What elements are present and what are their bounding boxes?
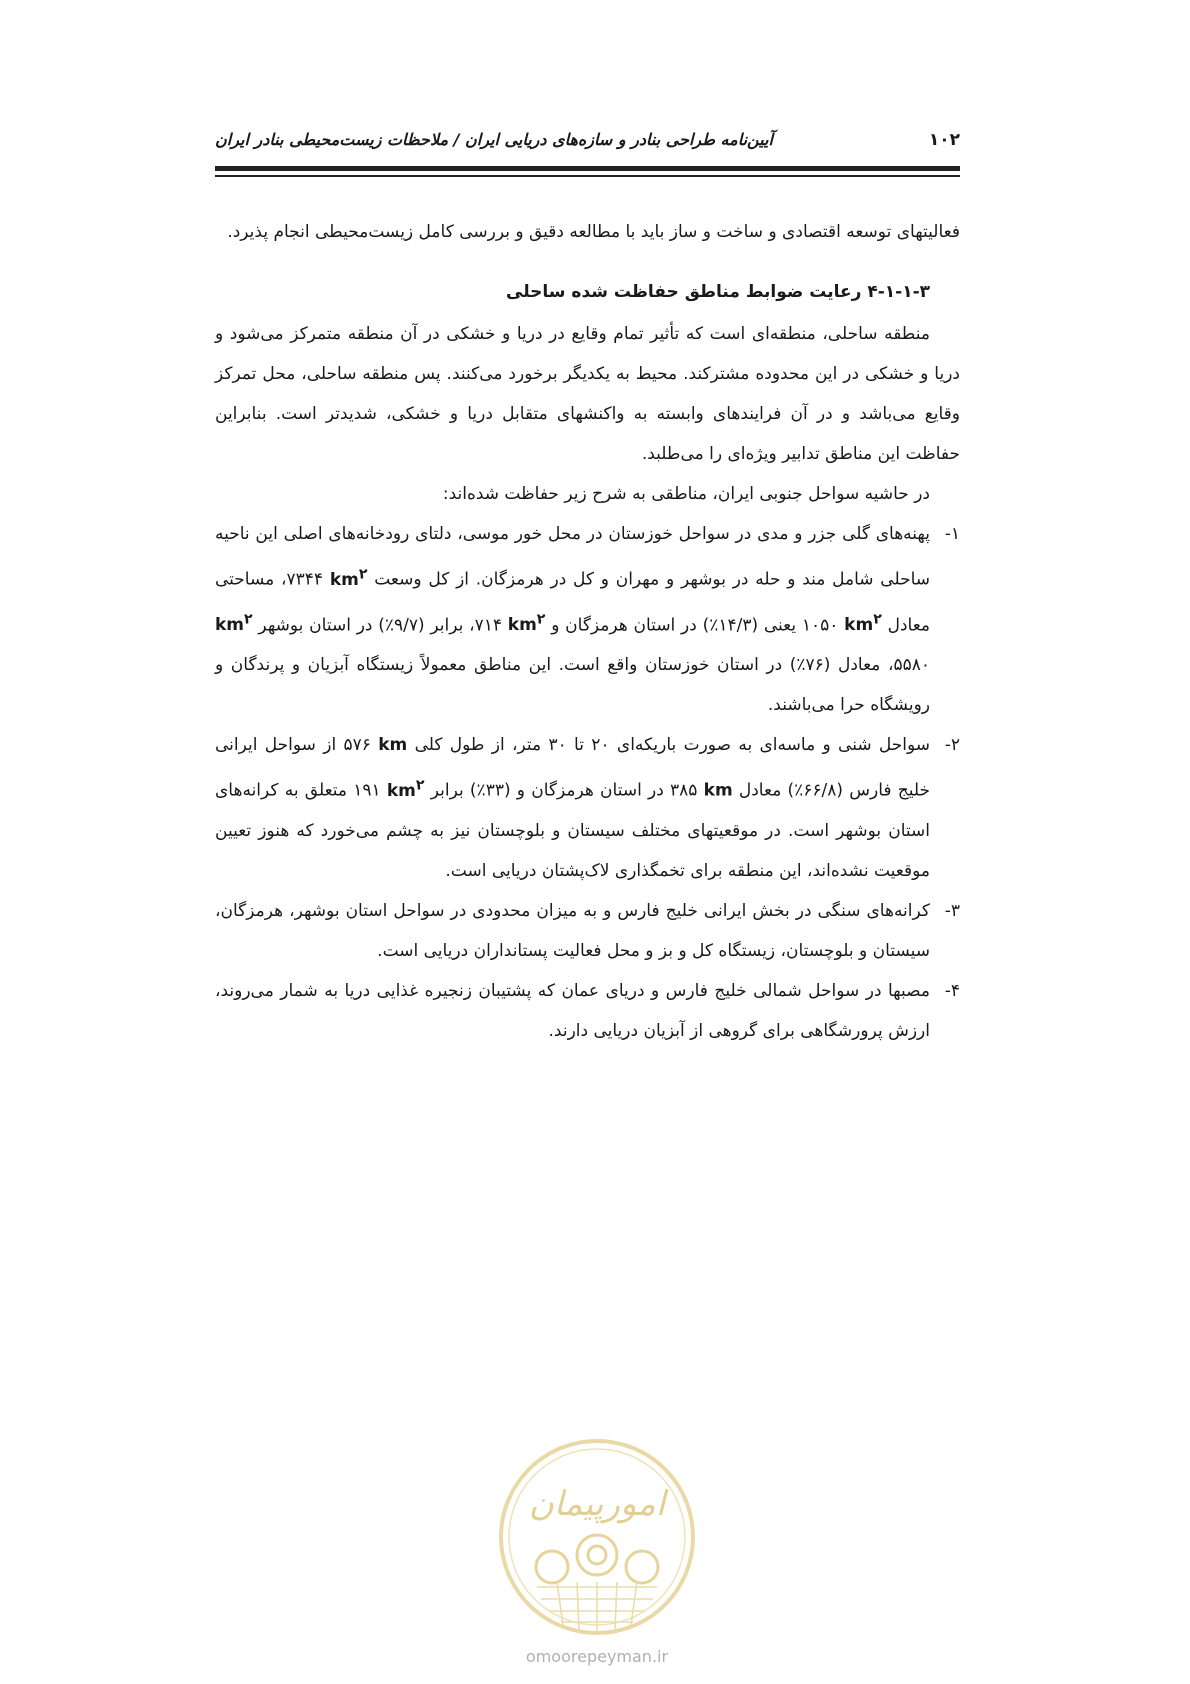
text-run: پهنه‌های گلی جزر و مدی در سواحل خوزستان در محل خور موسی، دلتای رودخانه‌های اصلی این ناحیه ساحلی شامل مند و حله در بوشهر و مهران و کل در هرمزگان. از کل وسعت: [215, 524, 931, 590]
list-number: ۱-: [944, 524, 960, 544]
text-run: ۵۷۶ از سواحل ایرانی خلیج فارس (۶۶/۸٪) معادل: [215, 735, 930, 801]
header-rule-thick: [215, 166, 960, 171]
text-run: ۵۵۸۰، معادل (۷۶٪) در استان خوزستان واقع است. این مناطق معمولاً زیستگاه آبزیان و پرندگان و رویشگاه حرا می‌باشند.: [215, 655, 930, 716]
unit: $km^۲$: [329, 566, 368, 590]
page-header: [215, 128, 960, 156]
watermark-site: omoorepeyman.ir: [525, 1647, 669, 1666]
paragraph-coastal-zone: منطقه ساحلی، منطقه‌ای است که تأثیر تمام وقایع در دریا و خشکی در آن منطقه متمرکز می‌شود و دریا و خشکی در این محدوده مشترکند. محیط به یکدیگر برخورد می‌کنند. پس منطقه ساحلی، محل تمرکز وقایع می‌باشد و در آن فرایندهای وابسته به واکنشهای متقابل دریا و خشکی، شدیدتر است. بنابراین حفاظت این مناطق تدابیر ویژه‌ای را می‌طلبد.: [215, 324, 960, 464]
section-heading: ۴-۱-۱-۳ رعایت ضوابط مناطق حفاظت شده ساحلی: [506, 282, 930, 302]
list-item-text: [215, 725, 930, 891]
unit: km: [378, 735, 408, 756]
unit: $km^۲$: [844, 611, 882, 636]
text-run: ۱۹۱ متعلق به کرانه‌های استان بوشهر است. در موقعیتهای مختلف سیستان و بلوچستان نیز به چشم می‌خورد که هنوز تعیین موقعیت نشده‌اند، این منطقه برای تخمگذاری لاک‌پشتان دریایی است.: [215, 780, 930, 881]
page-body: [215, 212, 960, 1051]
text-run: ۳۸۵ در استان هرمزگان و (۳۳٪) برابر: [424, 780, 704, 801]
list-number: ۴-: [944, 980, 960, 1001]
list-number: ۳-: [944, 900, 960, 921]
list-item: [215, 971, 960, 1051]
watermark-logo: [497, 1437, 697, 1637]
protected-areas-list: [215, 514, 960, 1051]
header-rule-thin: [215, 175, 960, 177]
unit: $km^۲$: [386, 777, 425, 801]
unit: $km^۲$: [507, 611, 546, 636]
list-number: ۲-: [944, 735, 960, 756]
list-item-text: [215, 514, 930, 725]
text-run: ۱۰۵۰ یعنی (۱۴/۳٪) در استان هرمزگان و: [545, 615, 845, 636]
list-item: [215, 725, 960, 891]
text-run: ۷۳۴۴، مساحتی معادل: [215, 569, 931, 636]
list-item: [215, 891, 960, 971]
list-item-text: کرانه‌های سنگی در بخش ایرانی خلیج فارس و به میزان محدودی در سواحل استان بوشهر، هرمزگان، سیستان و بلوچستان، زیستگاه کل و بز و محل فعالیت پستانداران دریایی است.: [215, 900, 930, 961]
page-number: ۱۰۲: [928, 130, 960, 150]
paragraph-protected-intro: در حاشیه سواحل جنوبی ایران، مناطقی به شرح زیر حفاظت شده‌اند:: [442, 484, 930, 504]
watermark-logo-text: امورپیمان: [528, 1484, 666, 1524]
text-run: ۷۱۴، برابر (۹/۷٪) در استان بوشهر: [252, 615, 508, 636]
running-title: آیین‌نامه طراحی بنادر و سازه‌های دریایی ایران / ملاحظات زیست‌محیطی بنادر ایران: [215, 130, 773, 149]
list-item: [215, 514, 960, 725]
unit: $km^۲$: [215, 611, 253, 636]
unit: km: [703, 780, 733, 801]
watermark-seal-icon: [497, 1437, 697, 1637]
list-item-text: مصبها در سواحل شمالی خلیج فارس و دریای عمان که پشتیبان زنجیره غذایی دریا به شمار می‌روند، ارزش پرورشگاهی برای گروهی از آبزیان دریایی دارند.: [215, 980, 930, 1041]
text-run: سواحل شنی و ماسه‌ای به صورت باریکه‌ای ۲۰ تا ۳۰ متر، از طول کلی: [407, 735, 931, 756]
intro-paragraph: فعالیتهای توسعه اقتصادی و ساخت و ساز باید با مطالعه دقیق و بررسی کامل زیست‌محیطی انجام پذیرد.: [227, 222, 960, 242]
